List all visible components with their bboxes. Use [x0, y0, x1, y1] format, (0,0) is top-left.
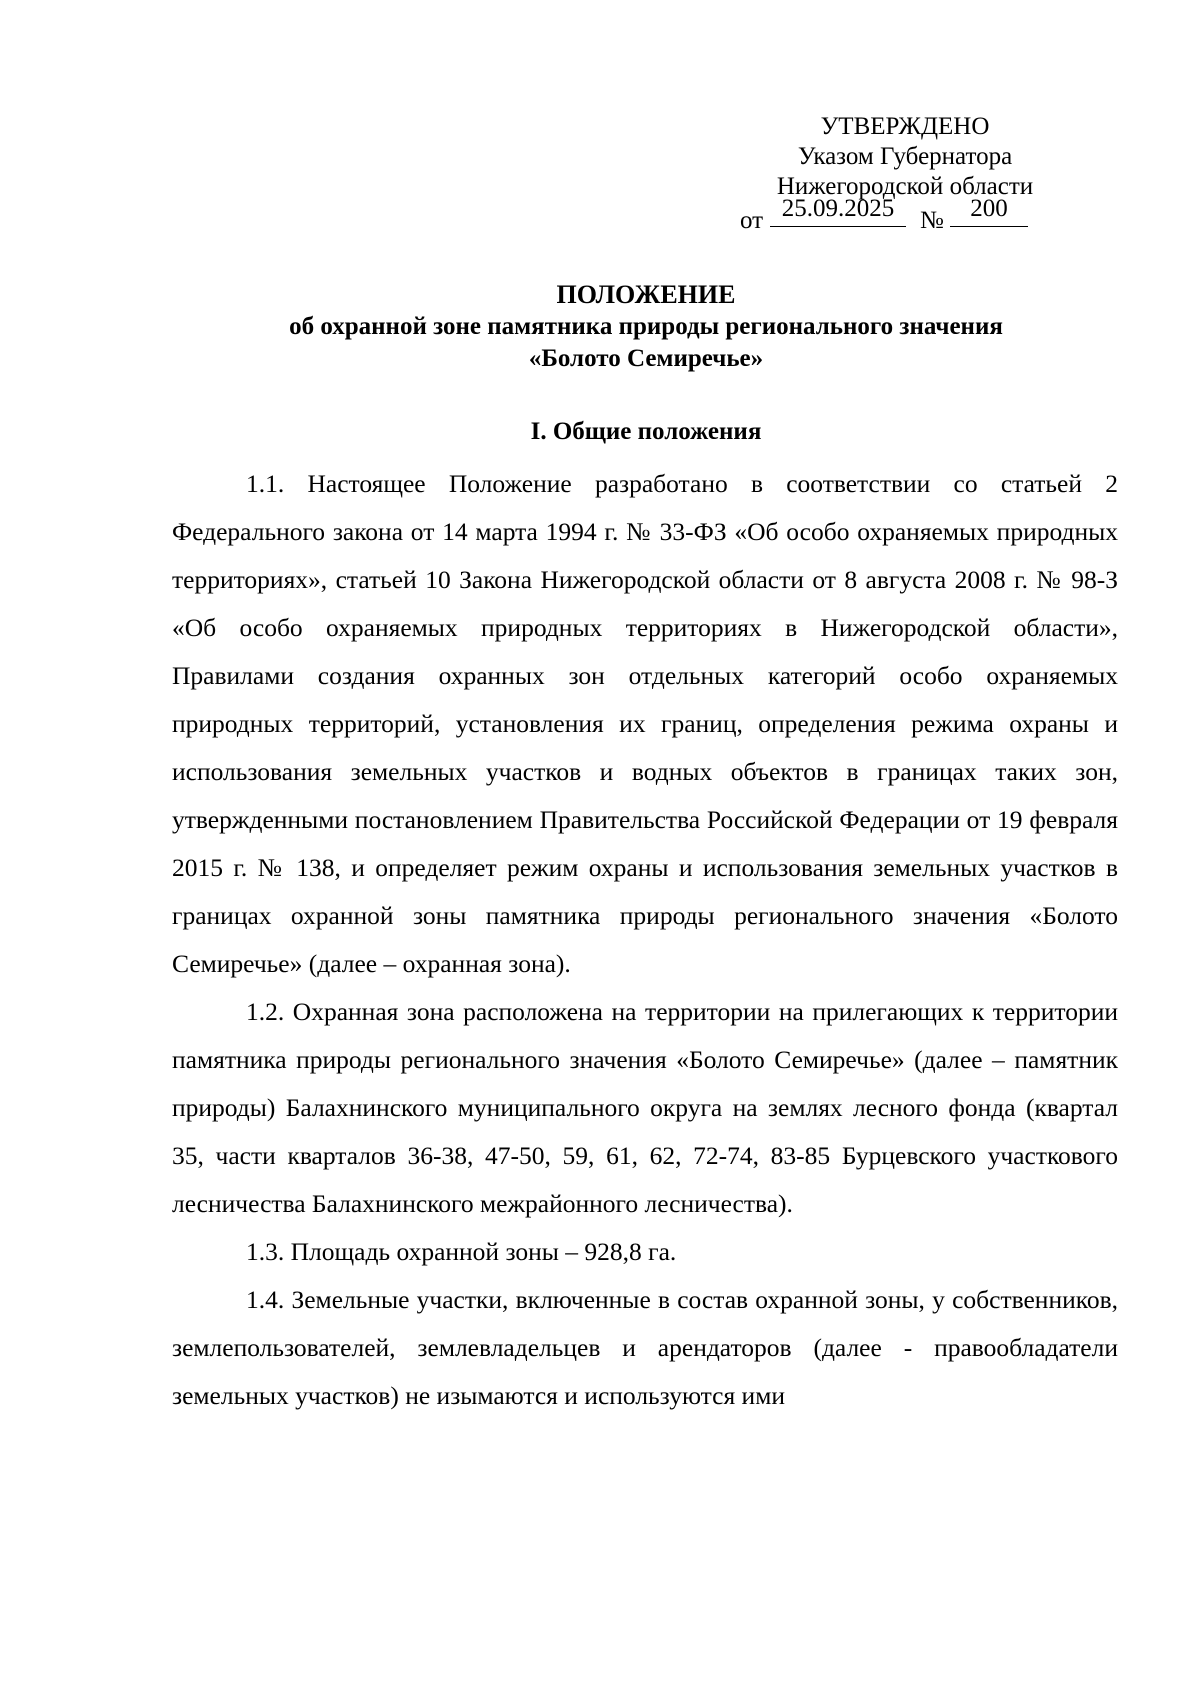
paragraph-1-1: 1.1. Настоящее Положение разработано в соответствии со статьей 2 Федерального закона от 14 марта 1994 г. № 33-ФЗ «Об особо охраняемых природных территориях», статьей 10 Закона Нижегородской области от 8 августа 2008 г. № 98-З «Об особо охраняемых природных территориях в Нижегородской области», Правилами создания охранных зон отдельных категорий особо охраняемых природных территорий, установления их границ, определения режима охраны и использования земельных участков и водных объектов в границах таких зон, утвержденными постановлением Правительства Российской Федерации от 19 февраля 2015 г. № 138, и определяет режим охраны и использования земельных участков в границах охранной зоны памятника природы регионального значения «Болото Семиречье» (далее – охранная зона).	[172, 469, 1118, 978]
decree-date: 25.09.2025	[770, 194, 906, 227]
decree-number: 200	[950, 194, 1028, 227]
paragraph-1-4: 1.4. Земельные участки, включенные в состав охранной зоны, у собственников, землепользователей, землевладельцев и арендаторов (далее - правообладатели земельных участков) не изымаются и используются ими	[172, 1285, 1118, 1410]
paragraph-1-3: 1.3. Площадь охранной зоны – 928,8 га.	[246, 1237, 677, 1266]
decree-date-row	[740, 195, 1070, 234]
region-label: Нижегородской области	[776, 173, 1034, 200]
document-body	[172, 460, 1118, 1420]
title-main: ПОЛОЖЕНИЕ	[556, 280, 736, 309]
title-object-name: «Болото Семиречье»	[528, 345, 764, 372]
paragraph-1-2: 1.2. Охранная зона расположена на территории на прилегающих к территории памятника природы регионального значения «Болото Семиречье» (далее – памятник природы) Балахнинского муниципального округа на землях лесного фонда (квартал 35, части кварталов 36-38, 47-50, 59, 61, 62, 72-74, 83-85 Бурцевского участкового лесничества Балахнинского межрайонного лесничества).	[172, 997, 1118, 1218]
title-subtitle: об охранной зоне памятника природы регионального значения	[289, 313, 1003, 340]
document-title	[172, 279, 1120, 375]
from-label: от	[740, 207, 764, 234]
section-heading: I. Общие положения	[530, 418, 762, 445]
approval-stamp	[740, 112, 1070, 232]
decree-label: Указом Губернатора	[797, 143, 1013, 170]
number-label: №	[920, 207, 944, 234]
approved-label: УТВЕРЖДЕНО	[820, 113, 990, 140]
